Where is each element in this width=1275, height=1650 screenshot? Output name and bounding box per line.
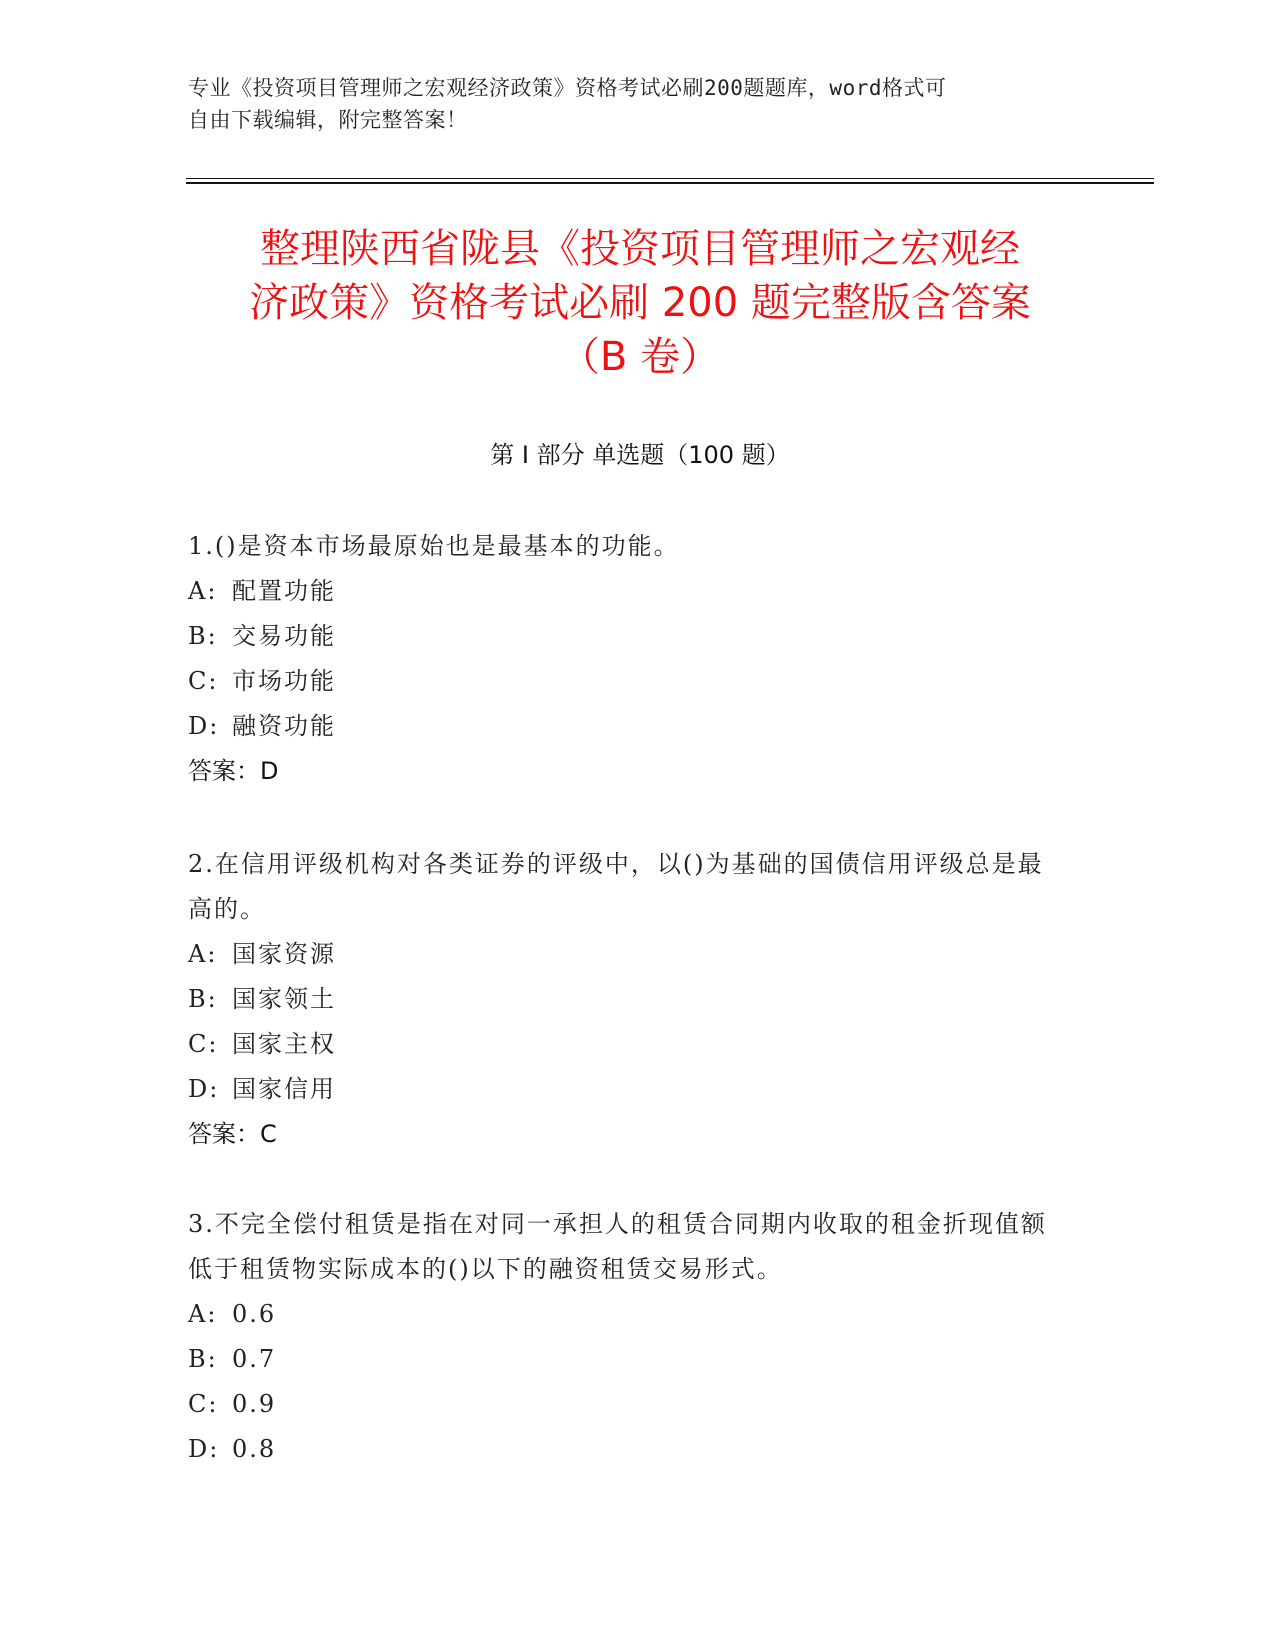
option-letter: A: (188, 577, 218, 605)
option-text: 0.8 (232, 1435, 277, 1463)
option-d (188, 1427, 1068, 1472)
option-c (188, 1022, 1068, 1067)
header-note-line-1: 专业《投资项目管理师之宏观经济政策》资格考试必刷200题题库，word格式可 (188, 76, 947, 100)
option-c (188, 659, 1068, 704)
option-letter: A: (188, 940, 218, 968)
option-d (188, 1067, 1068, 1112)
option-c (188, 1382, 1068, 1427)
question-stem: 2.在信用评级机构对各类证券的评级中，以()为基础的国债信用评级总是最高的。 (188, 850, 1044, 923)
option-letter: B: (188, 1345, 218, 1373)
option-a (188, 932, 1068, 977)
header-divider-thin (186, 178, 1154, 179)
header-note (188, 72, 1068, 136)
document-title (180, 222, 1100, 384)
option-text: 国家领土 (232, 985, 336, 1013)
option-b (188, 1337, 1068, 1382)
question-3 (188, 1202, 1068, 1472)
option-letter: B: (188, 622, 218, 650)
option-text: 市场功能 (232, 667, 336, 695)
option-letter: A: (188, 1300, 218, 1328)
option-letter: D: (188, 1435, 220, 1463)
header-divider-thick (186, 182, 1154, 184)
question-stem: 1.()是资本市场最原始也是最基本的功能。 (188, 532, 680, 560)
option-a (188, 569, 1068, 614)
option-a (188, 1292, 1068, 1337)
option-text: 融资功能 (232, 712, 336, 740)
header-note-line-2: 自由下载编辑，附完整答案！ (188, 108, 468, 132)
option-letter: B: (188, 985, 218, 1013)
option-text: 配置功能 (232, 577, 336, 605)
option-b (188, 977, 1068, 1022)
option-b (188, 614, 1068, 659)
question-stem: 3.不完全偿付租赁是指在对同一承担人的租赁合同期内收取的租金折现值额低于租赁物实际成本的()以下的融资租赁交易形式。 (188, 1210, 1047, 1283)
title-line-1: 整理陕西省陇县《投资项目管理师之宏观经 (260, 226, 1020, 272)
option-text: 0.9 (232, 1390, 277, 1418)
option-text: 0.6 (232, 1300, 277, 1328)
answer: 答案：C (188, 1120, 277, 1148)
option-letter: C: (188, 1390, 219, 1418)
title-line-2: 济政策》资格考试必刷 200 题完整版含答案 (249, 280, 1031, 326)
option-text: 国家资源 (232, 940, 336, 968)
title-line-3: （B 卷） (559, 334, 721, 380)
answer: 答案：D (188, 757, 279, 785)
option-letter: D: (188, 712, 220, 740)
option-text: 0.7 (232, 1345, 277, 1373)
option-text: 国家信用 (232, 1075, 336, 1103)
option-text: 国家主权 (232, 1030, 336, 1058)
option-letter: C: (188, 667, 219, 695)
question-1 (188, 524, 1068, 794)
section-heading: 第 I 部分 单选题（100 题） (490, 441, 790, 469)
option-d (188, 704, 1068, 749)
option-text: 交易功能 (232, 622, 336, 650)
option-letter: C: (188, 1030, 219, 1058)
option-letter: D: (188, 1075, 220, 1103)
question-2 (188, 842, 1068, 1157)
